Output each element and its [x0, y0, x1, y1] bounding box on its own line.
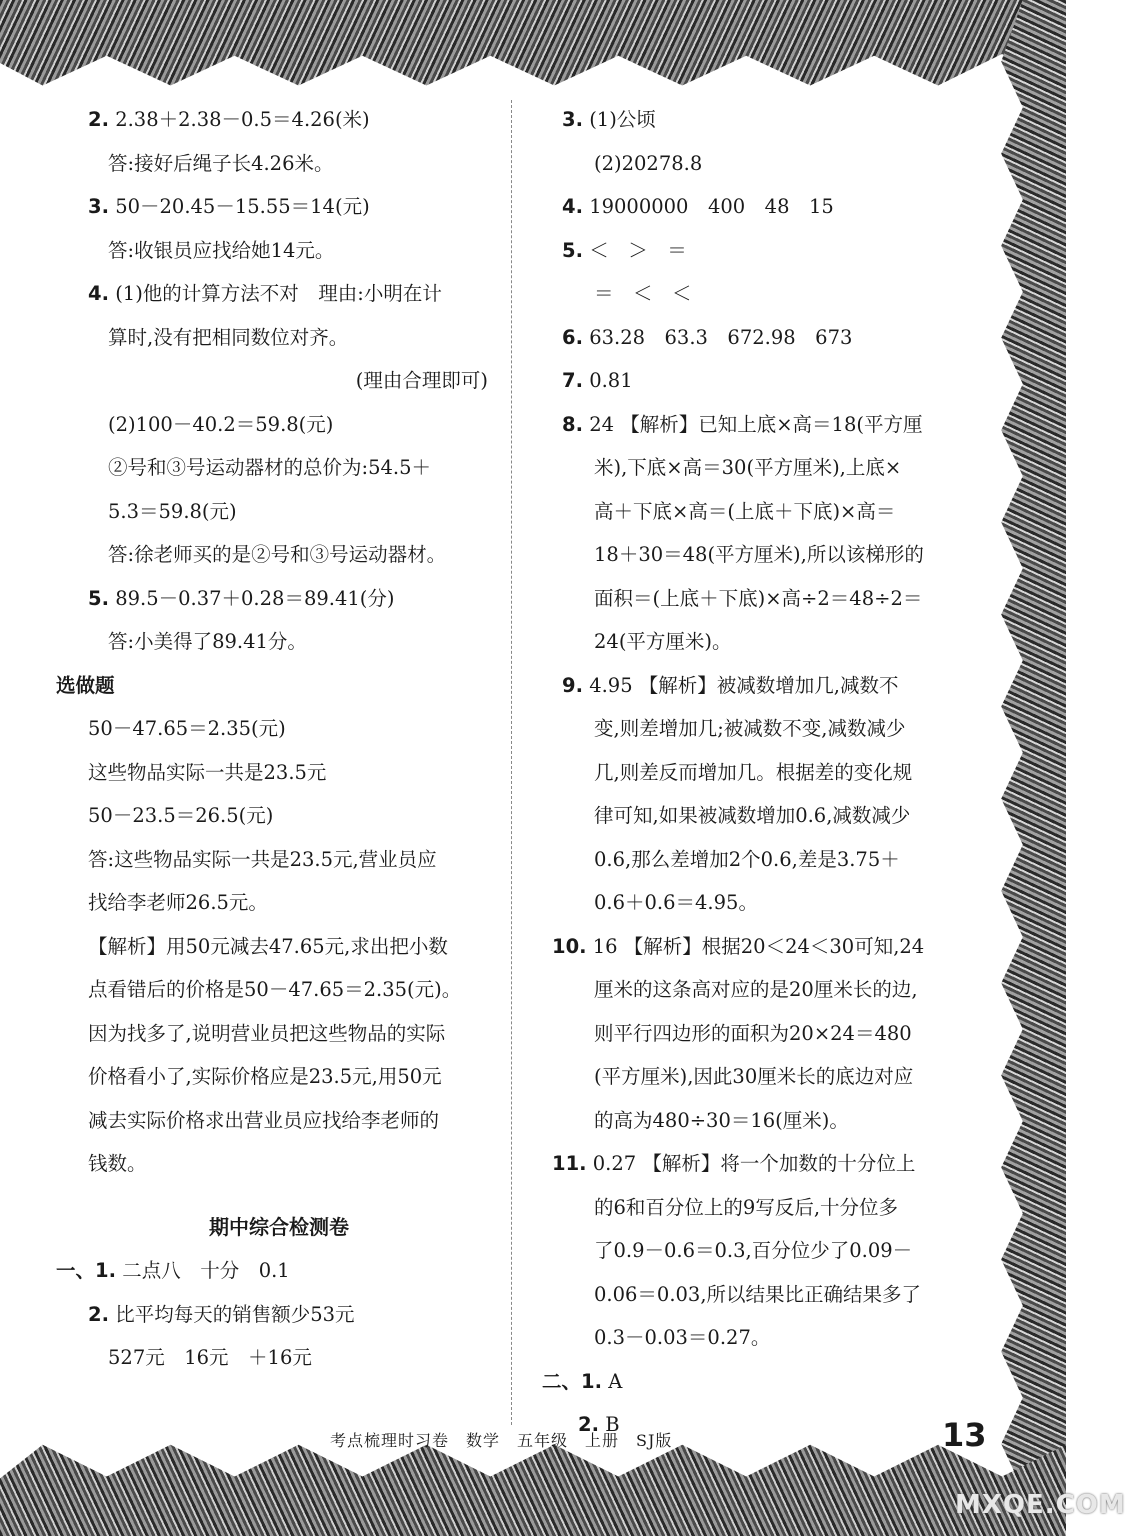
analysis-line: 钱数。	[88, 1152, 147, 1175]
right-column	[542, 98, 987, 1447]
analysis-line: 几,则差反而增加几。根据差的变化规	[594, 760, 913, 784]
analysis-line: 0.6＋0.6＝4.95。	[594, 891, 758, 914]
analysis-line: (平方厘米),因此30厘米长的底边对应	[594, 1065, 914, 1088]
exam-title: 期中综合检测卷	[209, 1214, 349, 1239]
answer-line: 算时,没有把相同数位对齐。	[108, 325, 349, 349]
answer-line: 答:接好后绳子长4.26米。	[108, 151, 334, 175]
answer-line: 11. 0.27 【解析】将一个加数的十分位上	[552, 1152, 916, 1175]
analysis-line: 【解析】用50元减去47.65元,求出把小数	[88, 934, 448, 958]
spacer	[56, 1186, 502, 1206]
analysis-line: 18＋30＝48(平方厘米),所以该梯形的	[594, 543, 924, 566]
answer-line: (2)20278.8	[594, 151, 703, 175]
decorative-border-top	[0, 0, 1066, 90]
analysis-line: 24(平方厘米)。	[594, 630, 732, 653]
answer-line: ②号和③号运动器材的总价为:54.5＋	[108, 456, 431, 479]
answer-note: (理由合理即可)	[355, 369, 488, 392]
analysis-line: 点看错后的价格是50－47.65＝2.35(元)。	[88, 978, 462, 1001]
analysis-line: 0.6,那么差增加2个0.6,差是3.75＋	[594, 847, 900, 871]
answer-line: 答:这些物品实际一共是23.5元,营业员应	[88, 847, 437, 871]
answer-line: 4. (1)他的计算方法不对 理由:小明在计	[88, 282, 442, 305]
answer-line: 3. 50－20.45－15.55＝14(元)	[88, 195, 370, 218]
analysis-line: 的6和百分位上的9写反后,十分位多	[594, 1195, 899, 1219]
answer-line: 4. 19000000 400 48 15	[562, 195, 834, 218]
answer-line: 答:小美得了89.41分。	[108, 630, 307, 653]
answer-line: 这些物品实际一共是23.5元	[88, 760, 327, 784]
answer-line: 二、1. A	[542, 1369, 623, 1393]
analysis-line: 减去实际价格求出营业员应找给李老师的	[88, 1108, 440, 1132]
answer-line: 9. 4.95 【解析】被减数增加几,减数不	[562, 673, 899, 697]
analysis-line: 因为找多了,说明营业员把这些物品的实际	[88, 1021, 446, 1045]
answer-line: 2. B	[578, 1413, 620, 1436]
analysis-line: 的高为480÷30＝16(厘米)。	[594, 1108, 849, 1132]
watermark: MXQE.COM	[955, 1490, 1126, 1520]
answer-line: 50－47.65＝2.35(元)	[88, 717, 286, 740]
answer-line: 5.3＝59.8(元)	[108, 499, 237, 523]
answer-line: 10. 16 【解析】根据20＜24＜30可知,24	[552, 934, 925, 958]
answer-line: 答:徐老师买的是②号和③号运动器材。	[108, 543, 447, 566]
answer-line: 找给李老师26.5元。	[88, 891, 268, 914]
answer-line: 3. (1)公顷	[562, 108, 656, 131]
page-number: 13	[942, 1416, 987, 1454]
decorative-border-right	[994, 0, 1066, 1536]
analysis-line: 价格看小了,实际价格应是23.5元,用50元	[88, 1065, 442, 1088]
analysis-line: 高＋下底×高＝(上底＋下底)×高＝	[594, 499, 896, 523]
page-footer: 考点梳理时习卷 数学 五年级 上册 SJ版	[330, 1431, 673, 1450]
analysis-line: 米),下底×高＝30(平方厘米),上底×	[594, 456, 902, 479]
answer-line: (2)100－40.2＝59.8(元)	[108, 412, 334, 436]
analysis-line: 面积＝(上底＋下底)×高÷2＝48÷2＝	[594, 586, 923, 610]
answer-line: 2. 2.38＋2.38－0.5＝4.26(米)	[88, 108, 370, 131]
answer-line: 一、1. 二点八 十分 0.1	[56, 1259, 290, 1282]
analysis-line: 了0.9－0.6＝0.3,百分位少了0.09－	[594, 1239, 913, 1262]
answer-line: 5. 89.5－0.37＋0.28＝89.41(分)	[88, 586, 395, 610]
section-heading: 选做题	[56, 673, 115, 697]
answer-line: 7. 0.81	[562, 369, 633, 392]
answer-line: 2. 比平均每天的销售额少53元	[88, 1302, 355, 1326]
answer-line: 5. ＜ ＞ ＝	[562, 238, 687, 262]
analysis-line: 则平行四边形的面积为20×24＝480	[594, 1021, 912, 1045]
analysis-line: 0.06＝0.03,所以结果比正确结果多了	[594, 1282, 922, 1306]
answer-line: 答:收银员应找给她14元。	[108, 238, 335, 262]
answer-line: 527元 16元 ＋16元	[108, 1346, 312, 1369]
decorative-border-bottom	[0, 1440, 1066, 1536]
answer-line: ＝ ＜ ＜	[594, 282, 692, 305]
answer-line: 50－23.5＝26.5(元)	[88, 804, 274, 827]
answer-line: 6. 63.28 63.3 672.98 673	[562, 325, 853, 349]
analysis-line: 律可知,如果被减数增加0.6,减数减少	[594, 804, 911, 827]
answer-line: 8. 24 【解析】已知上底×高＝18(平方厘	[562, 412, 923, 436]
analysis-line: 0.3－0.03＝0.27。	[594, 1326, 771, 1349]
column-divider	[511, 100, 512, 1425]
analysis-line: 变,则差增加几;被减数不变,减数减少	[594, 717, 906, 740]
analysis-line: 厘米的这条高对应的是20厘米长的边,	[594, 978, 918, 1001]
left-column	[56, 98, 502, 1380]
